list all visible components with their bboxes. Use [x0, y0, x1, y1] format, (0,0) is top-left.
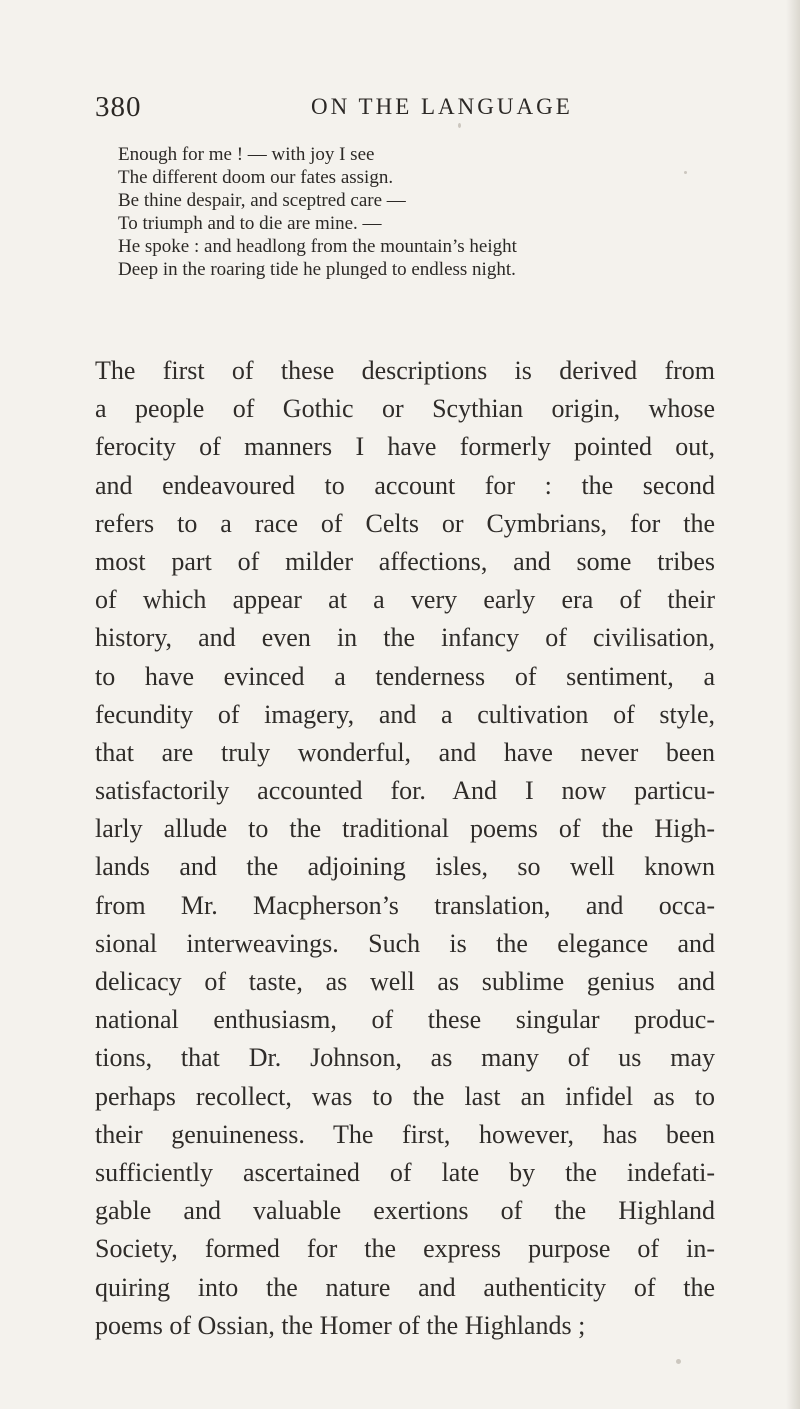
paragraph-line: ferocity of manners I have formerly pointed out,	[95, 432, 715, 462]
paragraph-line: and endeavoured to account for : the second	[95, 470, 715, 500]
paragraph-line: history, and even in the infancy of civilisation,	[95, 623, 715, 653]
paper-speck	[458, 123, 461, 128]
paragraph-line: from Mr. Macpherson’s translation, and occa-	[95, 890, 715, 920]
paper-speck	[684, 171, 687, 174]
paragraph-line: lands and the adjoining isles, so well known	[95, 852, 715, 882]
running-head: ON THE LANGUAGE	[311, 94, 573, 119]
paragraph-line: tions, that Dr. Johnson, as many of us may	[95, 1043, 715, 1073]
paragraph-line: refers to a race of Celts or Cymbrians, for the	[95, 508, 715, 538]
poem-stanza	[118, 143, 708, 281]
paragraph-line: most part of milder affections, and some tribes	[95, 546, 715, 576]
paragraph-line: Society, formed for the express purpose of in-	[95, 1234, 715, 1264]
paragraph-line: poems of Ossian, the Homer of the Highlands ;	[95, 1310, 586, 1340]
paragraph-line: delicacy of taste, as well as sublime genius and	[95, 967, 715, 996]
page-header	[95, 91, 715, 125]
paragraph-line: The first of these descriptions is derived from	[95, 356, 715, 385]
verse-line: Deep in the roaring tide he plunged to endless night.	[118, 259, 516, 280]
verse-line: The different doom our fates assign.	[118, 167, 394, 188]
paragraph-line: of which appear at a very early era of their	[95, 585, 715, 615]
verse-line: He spoke : and headlong from the mountain’s height	[118, 236, 517, 257]
paragraph-line: larly allude to the traditional poems of the High-	[95, 814, 715, 844]
page-number: 380	[95, 91, 142, 123]
paragraph-line: quiring into the nature and authenticity of the	[95, 1272, 715, 1302]
paragraph-line: satisfactorily accounted for. And I now particu-	[95, 776, 715, 806]
paper-speck	[676, 1359, 681, 1364]
verse-line: Enough for me ! — with joy I see	[118, 144, 375, 165]
paragraph-line: fecundity of imagery, and a cultivation of style,	[95, 699, 715, 729]
paragraph-line: sional interweavings. Such is the elegance and	[95, 928, 715, 958]
paragraph-line: sufficiently ascertained of late by the indefati-	[95, 1157, 715, 1187]
paragraph-line: their genuineness. The first, however, has been	[95, 1119, 715, 1149]
page-edge-shadow	[786, 0, 800, 1409]
paragraph-line: a people of Gothic or Scythian origin, whose	[95, 394, 715, 424]
body-paragraph	[95, 352, 715, 1345]
paragraph-line: national enthusiasm, of these singular produc-	[95, 1005, 715, 1035]
verse-line: To triumph and to die are mine. —	[118, 213, 382, 234]
paragraph-line: that are truly wonderful, and have never been	[95, 737, 715, 767]
paragraph-line: to have evinced a tenderness of sentiment, a	[95, 661, 715, 691]
verse-line: Be thine despair, and sceptred care —	[118, 190, 406, 211]
paragraph-line: gable and valuable exertions of the Highland	[95, 1196, 715, 1226]
paragraph-line: perhaps recollect, was to the last an infidel as to	[95, 1081, 715, 1111]
